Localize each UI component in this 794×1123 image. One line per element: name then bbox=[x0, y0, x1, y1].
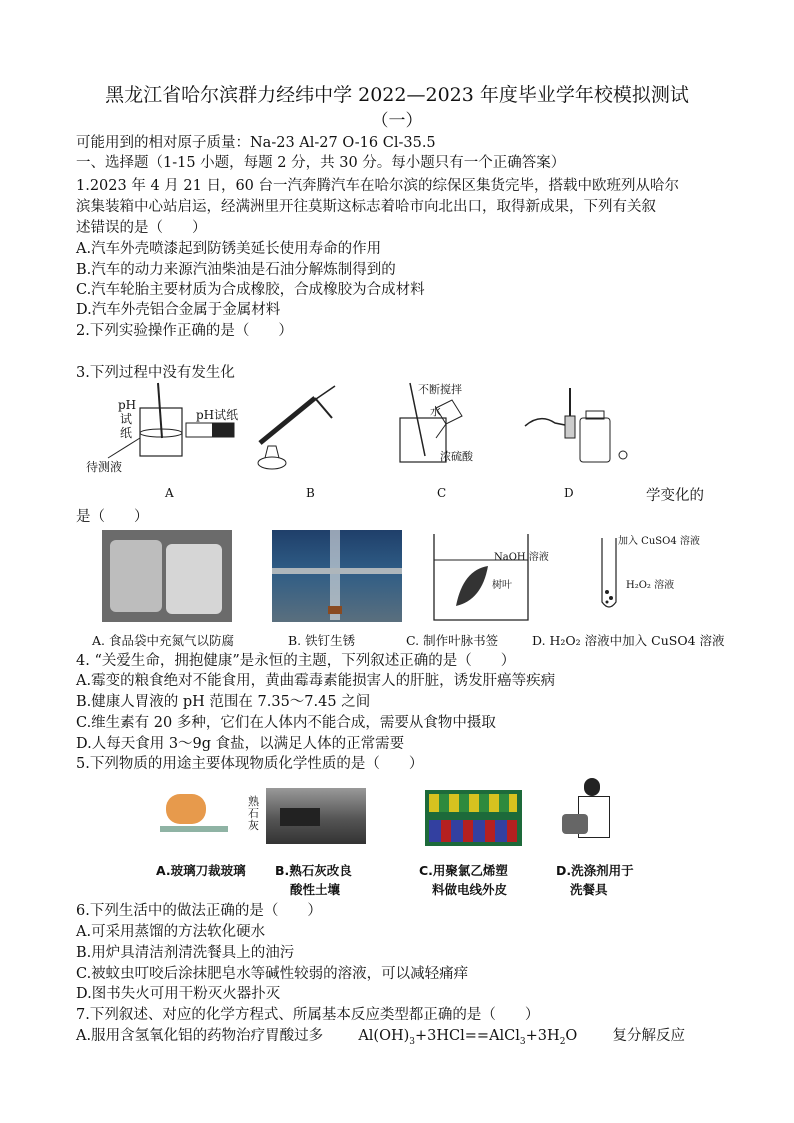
q3-stem-cont: 学变化的 bbox=[646, 488, 704, 504]
dropper-diagram bbox=[525, 388, 627, 462]
q3-stem-end: 是（ ） bbox=[76, 509, 149, 525]
q4-option-c: C.维生素有 20 多种，它们在人体内不能合成，需要从食物中摄取 bbox=[76, 715, 496, 731]
q7-reaction-type: 复分解反应 bbox=[612, 1028, 686, 1044]
dishwashing-photo bbox=[560, 776, 626, 842]
q7-stem: 7.下列叙述、对应的化学方程式、所属基本反应类型都正确的是（ ） bbox=[76, 1007, 540, 1023]
naoh-label: NaOH 溶液 bbox=[494, 552, 549, 563]
page-title: 黑龙江省哈尔滨群力经纬中学 2022—2023 年度毕业学年校模拟测试 bbox=[105, 84, 689, 106]
q7-option-a-text: A.服用含氢氧化铝的药物治疗胃酸过多 bbox=[76, 1028, 324, 1044]
lime-label: 熟石灰 bbox=[248, 795, 259, 832]
q1-option-b: B.汽车的动力来源汽油柴油是石油分解炼制得到的 bbox=[76, 262, 396, 278]
ph-label-top: pH bbox=[118, 398, 137, 412]
q7-equation: $Al(OH)_3+3HCl==AlCl_3+3H_2O$ bbox=[358, 1028, 578, 1047]
leaf-label: 树叶 bbox=[492, 580, 512, 591]
q5-caption-d1: D.洗涤剂用于 bbox=[556, 863, 634, 878]
food-bag-photo bbox=[102, 530, 232, 622]
glass-cutter-photo bbox=[160, 790, 228, 846]
q4-stem: 4. “关爱生命，拥抱健康”是永恒的主题，下列叙述正确的是（ ） bbox=[76, 653, 516, 669]
q5-caption-b2: 酸性土壤 bbox=[290, 882, 341, 897]
q3-stem-start: 3.下列过程中没有发生化 bbox=[76, 365, 235, 381]
heating-tube-diagram bbox=[258, 386, 335, 469]
q3-caption-d: D. H₂O₂ 溶液中加入 CuSO4 溶液 bbox=[532, 633, 725, 648]
q5-stem: 5.下列物质的用途主要体现物质化学性质的是（ ） bbox=[76, 756, 424, 772]
q3-caption-c: C. 制作叶脉书签 bbox=[406, 633, 499, 648]
q7-option-a bbox=[76, 1026, 685, 1052]
atomic-mass-line: 可能用到的相对原子质量：Na-23 Al-27 O-16 Cl-35.5 bbox=[76, 135, 436, 151]
q5-caption-c2: 料做电线外皮 bbox=[432, 882, 508, 897]
lab-option-c: C bbox=[437, 486, 447, 500]
lab-operations-figure bbox=[100, 378, 700, 478]
acid-label: 浓硫酸 bbox=[440, 450, 473, 463]
q1-option-d: D.汽车外壳铝合金属于金属材料 bbox=[76, 302, 281, 318]
q1-line3: 述错误的是（ ） bbox=[76, 220, 207, 236]
lab-option-b: B bbox=[306, 486, 315, 500]
lab-option-d: D bbox=[564, 486, 574, 500]
wire-cables-photo bbox=[425, 790, 522, 846]
h2o2-label: H₂O₂ 溶液 bbox=[626, 580, 675, 591]
q6-option-c: C.被蚊虫叮咬后涂抹肥皂水等碱性较弱的溶液，可以减轻痛痒 bbox=[76, 966, 469, 982]
q1-line1: 1.2023 年 4 月 21 日，60 台一汽奔腾汽车在哈尔滨的综保区集货完毕，搭载中欧班列从哈尔 bbox=[76, 178, 680, 194]
q6-option-a: A.可采用蒸馏的方法软化硬水 bbox=[76, 924, 266, 940]
q5-caption-d2: 洗餐具 bbox=[570, 882, 608, 897]
q4-option-a: A.霉变的粮食绝对不能食用，黄曲霉毒素能损害人的肝脏，诱发肝癌等疾病 bbox=[76, 673, 556, 689]
ph-paper-label: pH试纸 bbox=[196, 408, 239, 422]
q5-caption-c1: C.用聚氯乙烯塑 bbox=[419, 863, 508, 878]
q6-option-b: B.用炉具清洁剂清洗餐具上的油污 bbox=[76, 945, 295, 961]
leaf-vein-figure bbox=[428, 530, 546, 626]
q3-caption-b: B. 铁钉生锈 bbox=[288, 633, 356, 648]
ph-label-2: 试 bbox=[120, 412, 133, 426]
section-heading: 一、选择题（1-15 小题，每题 2 分，共 30 分。每小题只有一个正确答案） bbox=[76, 155, 566, 171]
q4-option-b: B.健康人胃液的 pH 范围在 7.35～7.45 之间 bbox=[76, 694, 371, 710]
lab-option-a: A bbox=[165, 486, 174, 500]
water-label: 水 bbox=[430, 405, 441, 418]
q1-option-a: A.汽车外壳喷漆起到防锈美延长使用寿命的作用 bbox=[76, 241, 382, 257]
ph-label-3: 纸 bbox=[120, 426, 133, 440]
rusting-nail-photo bbox=[272, 530, 402, 622]
q4-option-d: D.人每天食用 3～9g 食盐，以满足人体的正常需要 bbox=[76, 736, 405, 752]
stir-label: 不断搅拌 bbox=[418, 383, 462, 396]
test-liquid-label: 待测液 bbox=[86, 460, 123, 474]
q2-stem: 2.下列实验操作正确的是（ ） bbox=[76, 323, 293, 339]
q1-line2: 滨集装箱中心站启运，经满洲里开往莫斯这标志着哈市向北出口，取得新成果，下列有关叙 bbox=[76, 199, 656, 215]
q3-caption-a: A. 食品袋中充氮气以防腐 bbox=[92, 633, 234, 648]
q6-stem: 6.下列生活中的做法正确的是（ ） bbox=[76, 903, 322, 919]
cuso4-label: 加入 CuSO4 溶液 bbox=[618, 536, 700, 547]
lime-field-photo bbox=[266, 788, 366, 844]
q1-option-c: C.汽车轮胎主要材质为合成橡胶，合成橡胶为合成材料 bbox=[76, 282, 425, 298]
page-subtitle: （一） bbox=[371, 111, 423, 131]
q5-caption-b1: B.熟石灰改良 bbox=[275, 863, 352, 878]
q5-caption-a: A.玻璃刀裁玻璃 bbox=[156, 863, 246, 878]
q6-option-d: D.图书失火可用干粉灭火器扑灭 bbox=[76, 986, 281, 1002]
